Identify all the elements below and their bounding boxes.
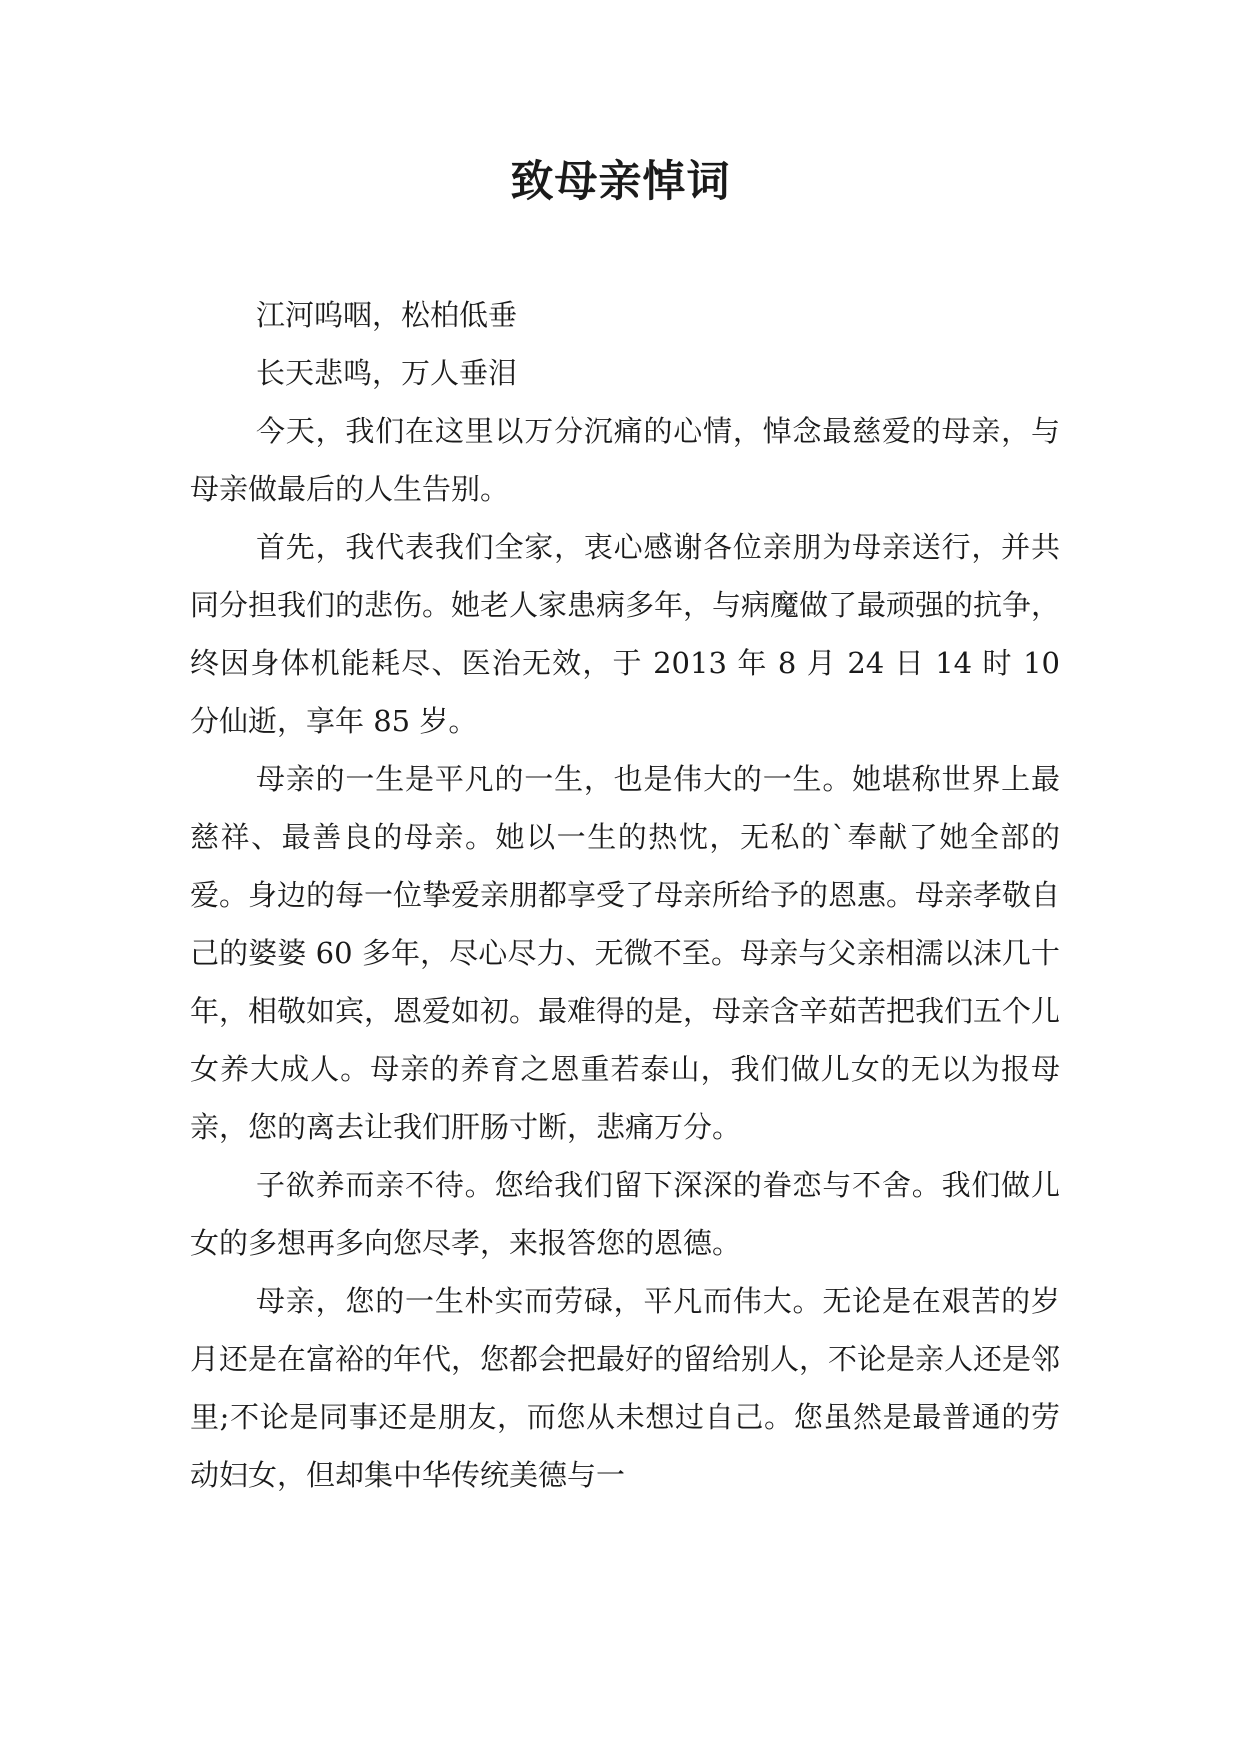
paragraph: 母亲的一生是平凡的一生，也是伟大的一生。她堪称世界上最慈祥、最善良的母亲。她以一生的热忱，无私的`奉献了她全部的爱。身边的每一位挚爱亲朋都享受了母亲所给予的恩惠。母亲孝敬自己的婆婆 60 多年，尽心尽力、无微不至。母亲与父亲相濡以沫几十年，相敬如宾，恩爱如初。最难得的是，母亲含辛茹苦把我们五个儿女养大成人。母亲的养育之恩重若泰山，我们做儿女的无以为报母亲，您的离去让我们肝肠寸断，悲痛万分。 [190, 762, 1061, 1144]
paragraph: 母亲，您的一生朴实而劳碌，平凡而伟大。无论是在艰苦的岁月还是在富裕的年代，您都会把最好的留给别人，不论是亲人还是邻里;不论是同事还是朋友，而您从未想过自己。您虽然是最普通的劳动妇女，但却集中华传统美德与一 [190, 1284, 1061, 1492]
paragraph: 子欲养而亲不待。您给我们留下深深的眷恋与不舍。我们做儿女的多想再多向您尽孝，来报答您的恩德。 [190, 1168, 1060, 1260]
paragraph: 今天，我们在这里以万分沉痛的心情，悼念最慈爱的母亲，与母亲做最后的人生告别。 [190, 414, 1060, 506]
paragraph: 江河呜咽，松柏低垂 [256, 298, 518, 332]
document-body [190, 286, 1060, 1504]
paragraph: 长天悲鸣，万人垂泪 [256, 356, 518, 390]
document-title: 致母亲悼词 [510, 157, 731, 207]
paragraph: 首先，我代表我们全家，衷心感谢各位亲朋为母亲送行，并共同分担我们的悲伤。她老人家患病多年，与病魔做了最顽强的抗争，终因身体机能耗尽、医治无效，于 2013 年 8 月 24 日 14 时 10 分仙逝，享年 85 岁。 [190, 530, 1061, 738]
